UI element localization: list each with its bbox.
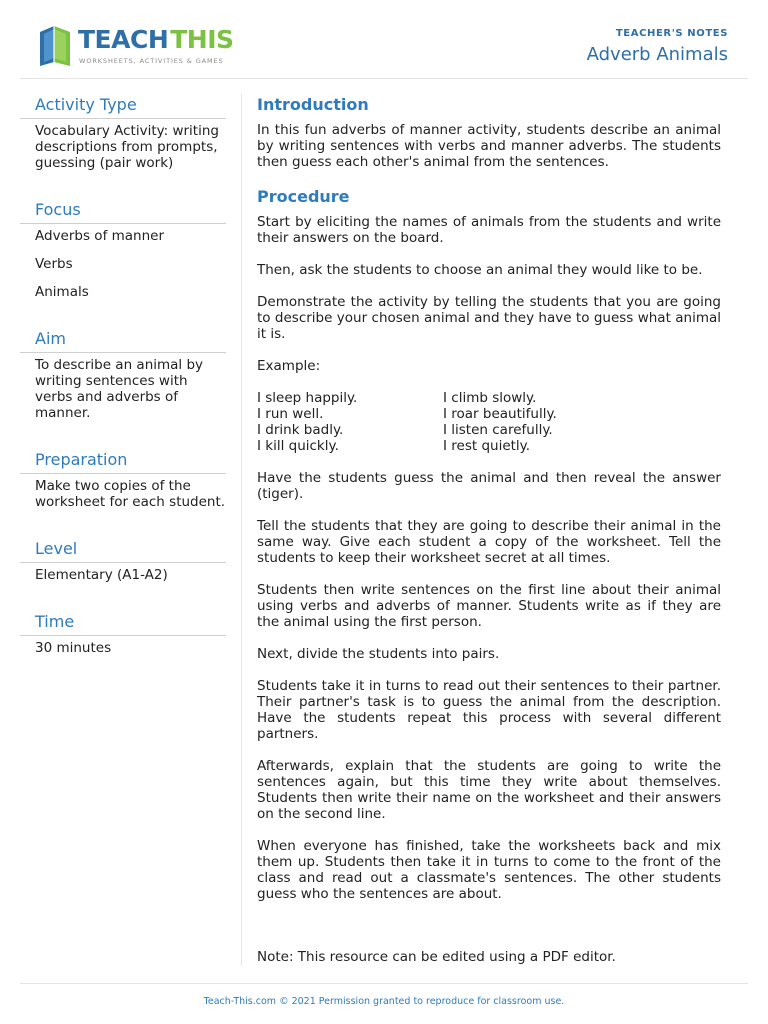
example-right: I rest quietly. <box>443 438 531 454</box>
page-title: Adverb Animals <box>586 44 728 65</box>
sidebar-section-level <box>20 538 226 583</box>
page-header <box>0 0 768 78</box>
section-item: Vocabulary Activity: writing descriptions from prompts, guessing (pair work) <box>35 123 219 171</box>
procedure-step: When everyone has finished, take the worksheets back and mix them up. Students then take it in turns to come to the front of the class and read out a classmate's sentences. The other students guess who the sentences are about. <box>257 838 721 902</box>
section-title: Focus <box>35 200 81 219</box>
procedure-step: Students then write sentences on the first line about their animal using verbs and adverbs of manner. Students write as if they are the animal using the first person. <box>257 582 721 630</box>
procedure-step: Start by eliciting the names of animals from the students and write their answers on the board. <box>257 214 721 246</box>
section-item: Verbs <box>35 256 73 272</box>
introduction-text: In this fun adverbs of manner activity, students describe an animal by writing sentences with verbs and manner adverbs. The students then guess each other's animal from the sentences. <box>257 122 721 170</box>
footer-divider <box>20 983 748 984</box>
procedure-step: Demonstrate the activity by telling the students that you are going to describe your chosen animal and they have to guess what animal it is. <box>257 294 721 342</box>
section-title: Activity Type <box>35 95 137 114</box>
procedure-step: Afterwards, explain that the students are going to write the sentences again, but this time they write about themselves. Students then write their name on the worksheet and their answers on the second line. <box>257 758 721 822</box>
book-icon <box>36 22 76 68</box>
logo-tagline: WORKSHEETS, ACTIVITIES & GAMES <box>79 57 224 65</box>
example-row <box>257 422 721 438</box>
section-divider <box>20 118 226 119</box>
column-divider <box>241 94 242 966</box>
procedure-step: Tell the students that they are going to describe their animal in the same way. Give each student a copy of the worksheet. Tell the students to keep their worksheet secret at all times. <box>257 518 721 566</box>
sidebar-section-aim <box>20 328 226 421</box>
section-item: To describe an animal by writing sentences with verbs and adverbs of manner. <box>35 357 204 421</box>
pdf-editor-note: Note: This resource can be edited using a PDF editor. <box>257 949 616 965</box>
procedure-step: Students take it in turns to read out their sentences to their partner. Their partner's task is to guess the animal from the description. Have the students repeat this process with several different partners. <box>257 678 721 742</box>
example-row <box>257 390 721 406</box>
main-content <box>257 94 721 918</box>
example-left: I sleep happily. <box>257 390 358 406</box>
example-right: I listen carefully. <box>443 422 553 438</box>
example-left: I run well. <box>257 406 324 422</box>
section-divider <box>20 562 226 563</box>
logo-teach: TEACH <box>78 25 169 54</box>
section-item: Animals <box>35 284 89 300</box>
section-title: Level <box>35 539 78 558</box>
example-left: I kill quickly. <box>257 438 339 454</box>
sidebar-section-time <box>20 611 226 656</box>
logo-wordmark <box>78 26 234 54</box>
example-label: Example: <box>257 358 321 374</box>
header-divider <box>20 78 748 79</box>
example-right: I roar beautifully. <box>443 406 557 422</box>
sidebar-section-focus <box>20 199 226 300</box>
sidebar <box>20 94 226 670</box>
teachers-notes-label: TEACHER'S NOTES <box>615 28 728 39</box>
section-divider <box>20 352 226 353</box>
section-title: Time <box>35 612 75 631</box>
sidebar-section-preparation <box>20 449 226 510</box>
procedure-step: Have the students guess the animal and then reveal the answer (tiger). <box>257 470 721 502</box>
introduction-heading: Introduction <box>257 95 369 114</box>
teach-this-logo[interactable] <box>36 22 236 68</box>
section-item: Elementary (A1-A2) <box>35 567 168 583</box>
section-title: Aim <box>35 329 66 348</box>
section-item: Make two copies of the worksheet for each student. <box>35 478 226 510</box>
example-row <box>257 406 721 422</box>
procedure-step: Then, ask the students to choose an animal they would like to be. <box>257 262 703 278</box>
section-title: Preparation <box>35 450 128 469</box>
section-divider <box>20 473 226 474</box>
section-divider <box>20 223 226 224</box>
footer-copyright[interactable]: Teach-This.com © 2021 Permission granted to reproduce for classroom use. <box>203 996 565 1007</box>
example-row <box>257 438 721 454</box>
section-divider <box>20 635 226 636</box>
section-item: 30 minutes <box>35 640 112 656</box>
example-right: I climb slowly. <box>443 390 537 406</box>
procedure-step: Next, divide the students into pairs. <box>257 646 500 662</box>
procedure-heading: Procedure <box>257 187 350 206</box>
logo-this: THIS <box>170 25 234 54</box>
example-sentences <box>257 390 721 454</box>
sidebar-section-activity-type <box>20 94 226 171</box>
section-item: Adverbs of manner <box>35 228 165 244</box>
example-left: I drink badly. <box>257 422 344 438</box>
